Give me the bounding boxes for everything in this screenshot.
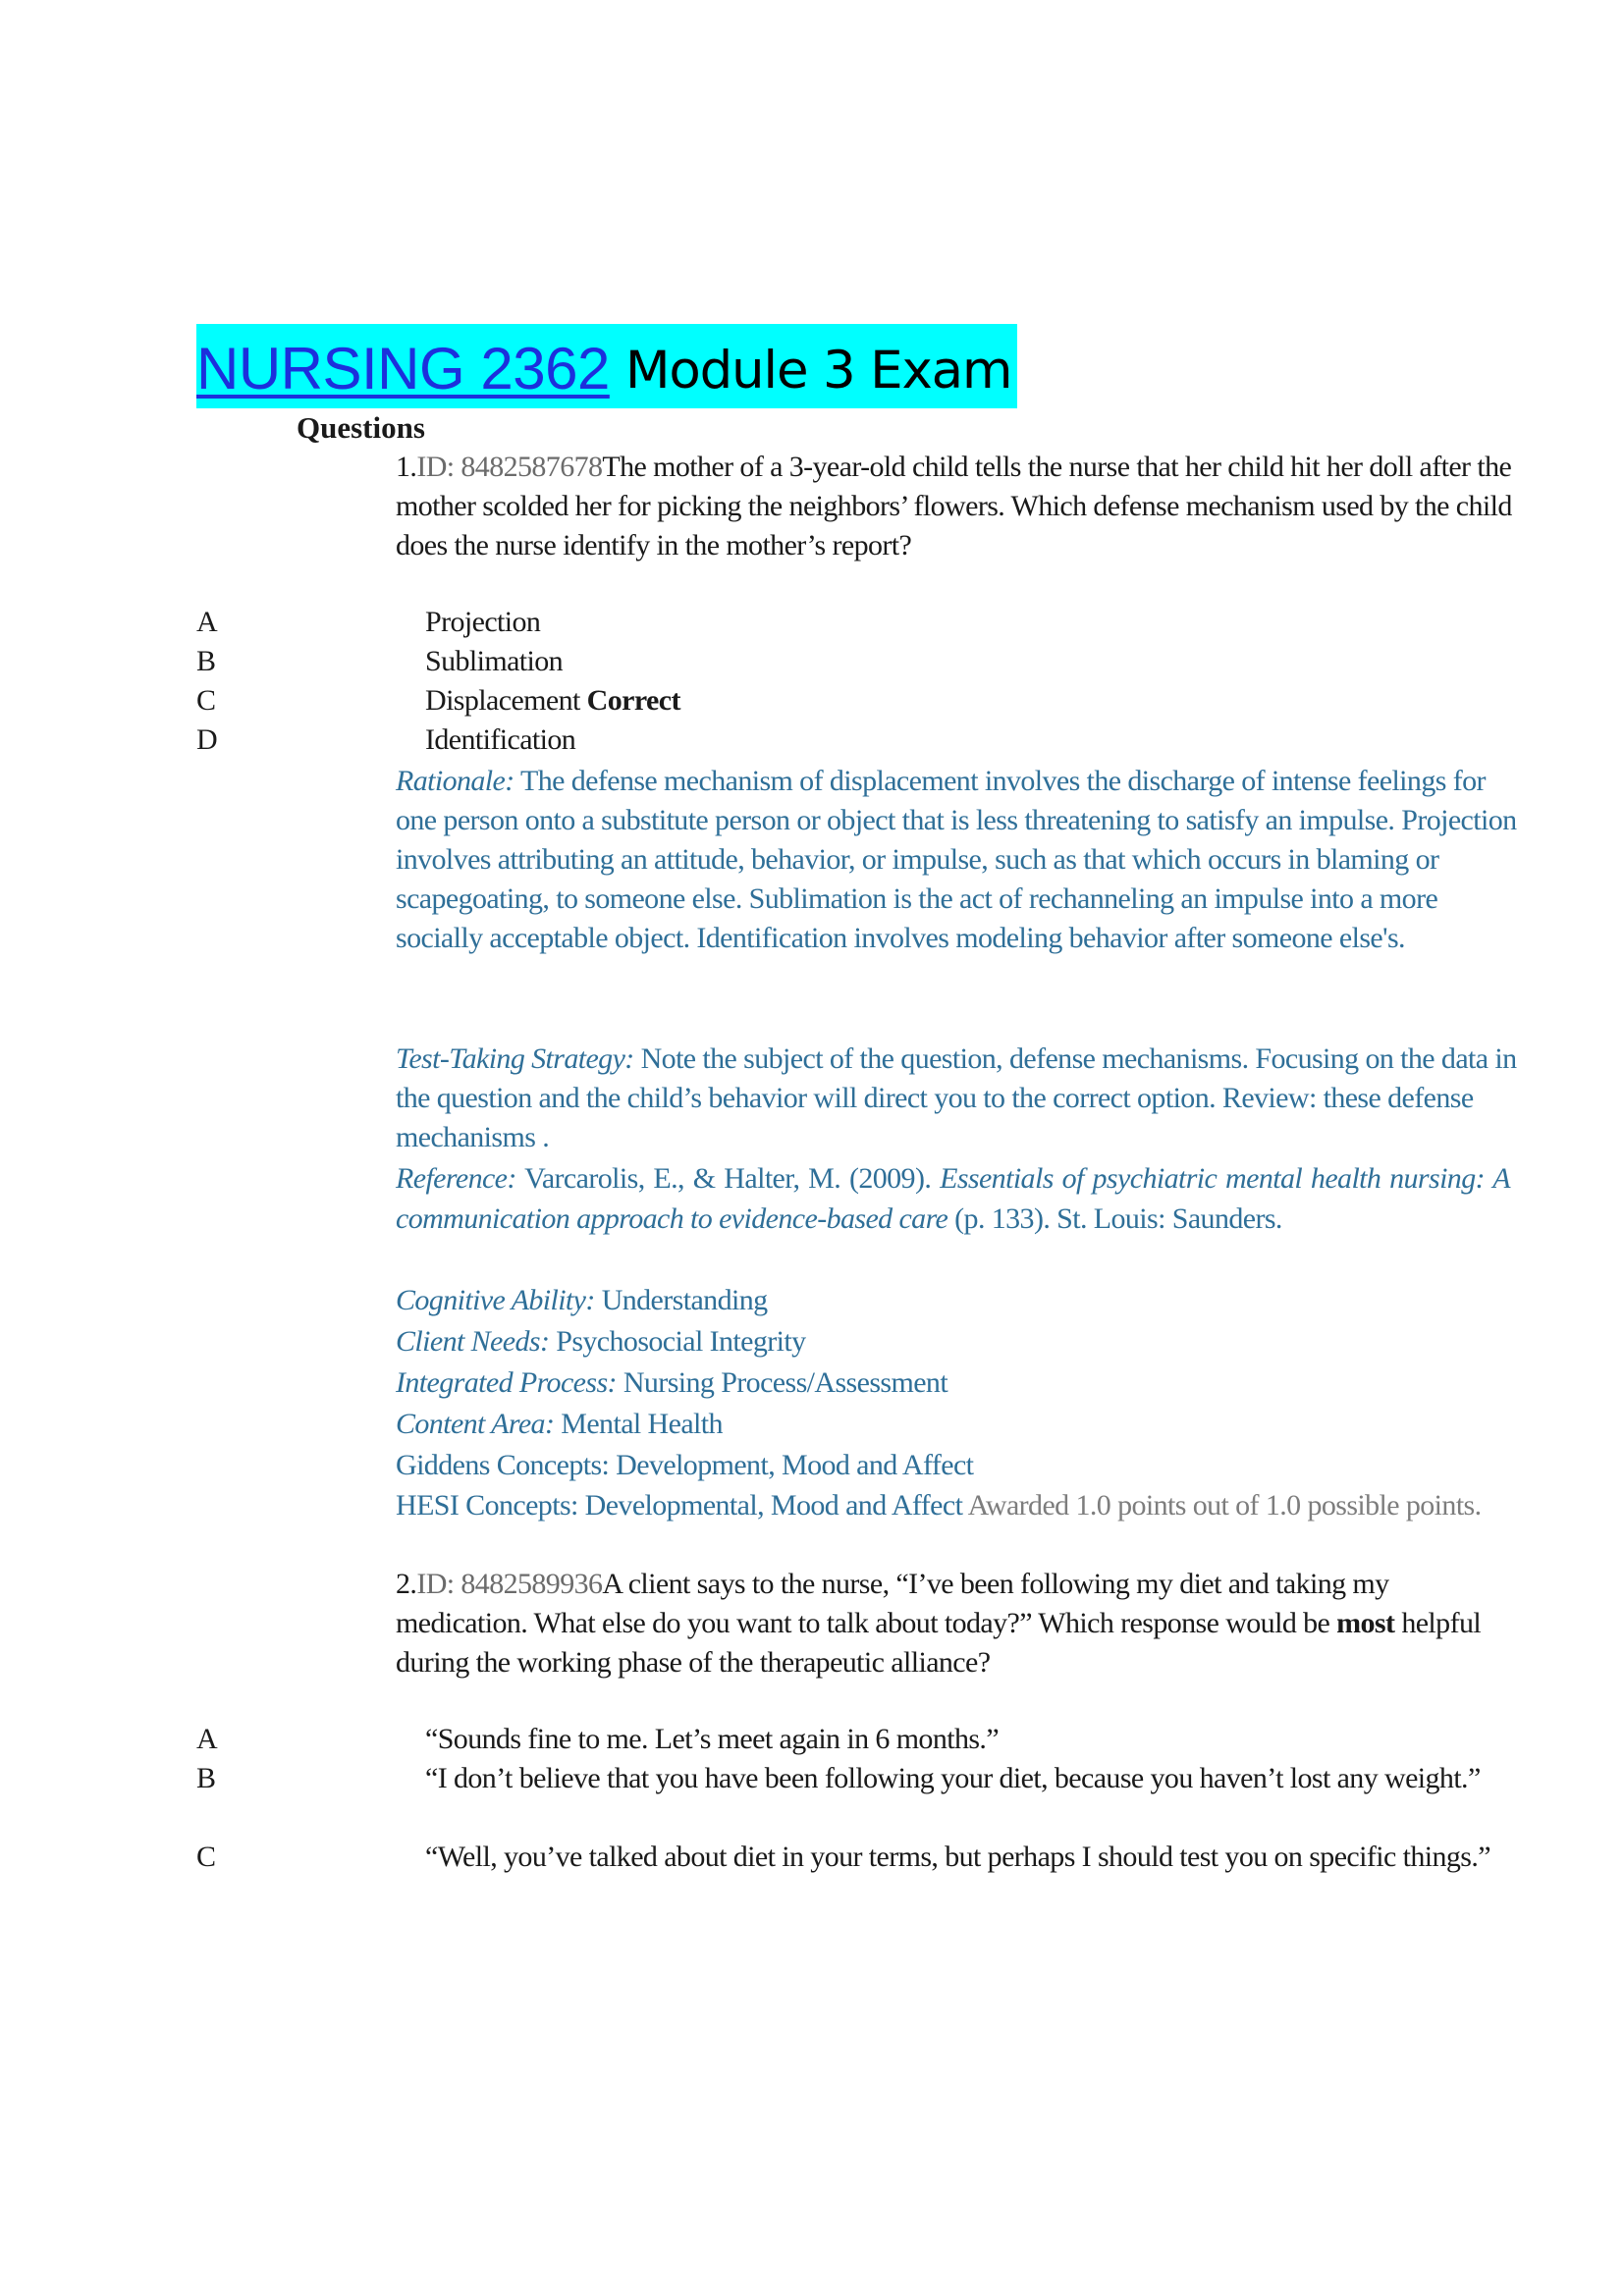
option-letter: C [196,1841,216,1873]
content-area [396,1404,1554,1445]
integrated-process-label: Integrated Process: [396,1366,617,1399]
option-text-wrap [425,681,1515,721]
cognitive-ability [396,1280,1554,1321]
question-text: A client says to the nurse, “I’ve been following my diet and taking my medication. What else do you want to talk about today?” Which response would be [396,1568,1389,1639]
test-taking-strategy [396,1040,1540,1157]
option-letter: C [196,684,216,717]
reference-label: Reference: [396,1162,516,1195]
option-row[interactable] [196,603,1571,642]
section-heading: Questions [297,410,425,445]
option-letter: B [196,645,216,677]
question-number: 1. [396,451,417,483]
option-row[interactable] [196,721,1571,760]
correct-marker: Correct [586,684,680,717]
reference-authors: Varcarolis, E., & Halter, M. (2009). [524,1162,932,1195]
option-text: “Well, you’ve talked about diet in your terms, but perhaps I should test you on specific things.” [425,1841,1490,1873]
client-needs [396,1321,1554,1362]
option-text: Projection [425,606,541,638]
option-letter: A [196,1723,218,1755]
integrated-process-value: Nursing Process/Assessment [623,1366,948,1399]
question-2-stem [396,1565,1525,1682]
score-text: Awarded 1.0 points out of 1.0 possible points. [967,1489,1482,1522]
option-letter: D [196,723,218,756]
option-row[interactable] [196,642,1571,681]
option-row[interactable] [196,1720,1571,1759]
content-area-value: Mental Health [561,1408,723,1440]
cognitive-ability-label: Cognitive Ability: [396,1284,595,1316]
page-title: Module 3 Exam [624,340,1012,400]
question-id: ID: 8482589936 [416,1568,603,1600]
cognitive-ability-value: Understanding [601,1284,768,1316]
strategy-label: Test-Taking Strategy: [396,1042,634,1075]
question-1-stem [396,448,1535,565]
client-needs-value: Psychosocial Integrity [556,1325,806,1358]
option-row[interactable] [196,1838,1571,1877]
option-letter: B [196,1762,216,1794]
hesi-and-score [396,1486,1525,1525]
option-letter: A [196,606,218,638]
integrated-process [396,1362,1554,1404]
question-emphasis: most [1336,1607,1395,1639]
option-text: Identification [425,723,576,756]
question-id: ID: 8482587678 [416,451,603,483]
rationale [396,762,1525,958]
reference [396,1158,1510,1239]
option-text: “I don’t believe that you have been following your diet, because you haven’t lost any weight.” [425,1762,1481,1794]
rationale-label: Rationale: [396,765,514,797]
reference-book-title: Essentials of psychiatric mental health nursing: A communication approach to evidence-based care [396,1162,1511,1235]
question-text: The mother of a 3-year-old child tells the nurse that her child hit her doll after the mother scolded her for picking the neighbors’ flowers. Which defense mechanism used by the child does the nurse identify in the mother’s report? [396,451,1512,561]
course-link[interactable]: NURSING 2362 [196,335,610,401]
rationale-text: The defense mechanism of displacement involves the discharge of intense feelings for one person onto a substitute person or object that is less threatening to satisfy an impulse. Projection involves attributing an attitude, behavior, or impulse, such as that which occurs in blaming or scapegoating, to someone else. Sublimation is the act of rechanneling an impulse into a more socially acceptable object. Identification involves modeling behavior after someone else's. [396,765,1517,954]
client-needs-label: Client Needs: [396,1325,550,1358]
option-text: Displacement [425,684,580,717]
question-number: 2. [396,1568,417,1600]
content-area-label: Content Area: [396,1408,555,1440]
option-row[interactable] [196,1759,1571,1798]
option-text: Sublimation [425,645,564,677]
strategy-text: Note the subject of the question, defense mechanisms. Focusing on the data in the question and the child’s behavior will direct you to the correct option. Review: these defense mechanisms . [396,1042,1517,1153]
option-text: “Sounds fine to me. Let’s meet again in 6 months.” [425,1723,1000,1755]
reference-pages-publisher: (p. 133). St. Louis: Saunders. [954,1202,1282,1235]
option-row[interactable] [196,681,1571,721]
title-highlight-band [196,324,1017,408]
question-text-cont: helpful during the working phase of the therapeutic alliance? [396,1607,1482,1679]
hesi-concepts: HESI Concepts: Developmental, Mood and Affect [396,1489,963,1522]
giddens-concepts: Giddens Concepts: Development, Mood and Affect [396,1449,974,1481]
